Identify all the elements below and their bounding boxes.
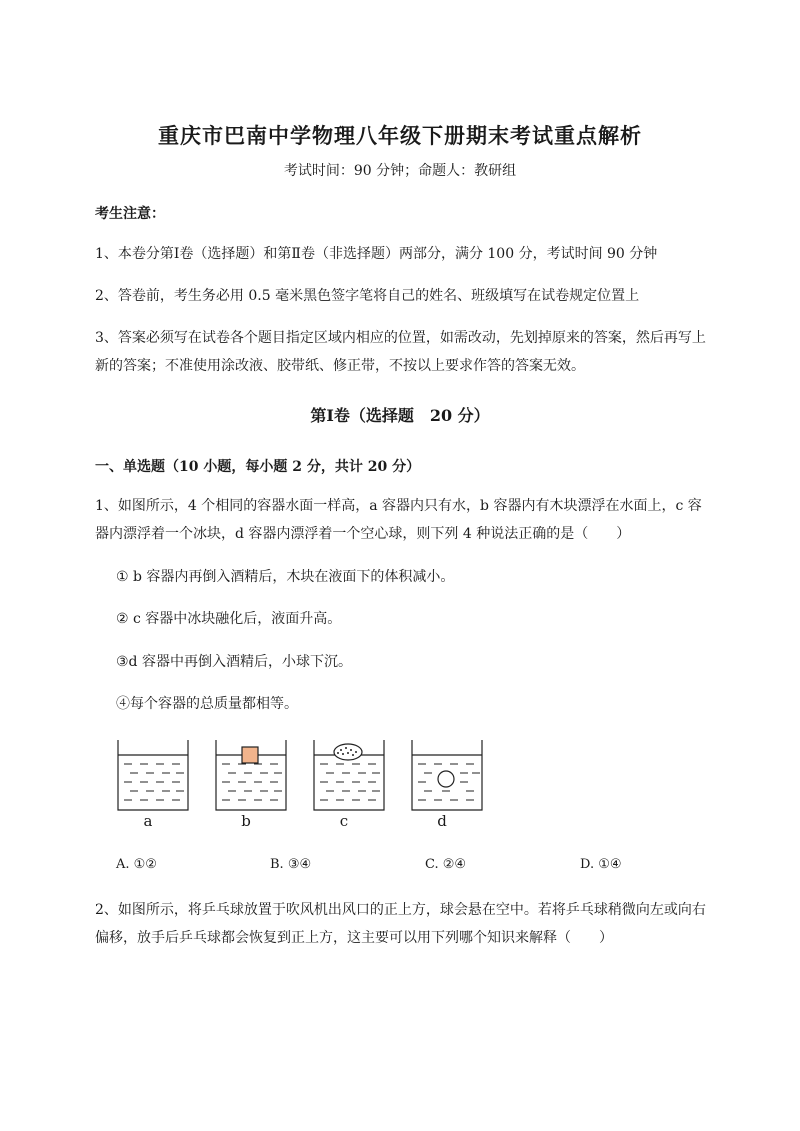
figure-label-d: d: [437, 812, 447, 830]
statement-3: ③d 容器中再倒入酒精后，小球下沉。: [116, 654, 352, 670]
ice-block: [334, 744, 362, 760]
choice-a[interactable]: A. ①②: [116, 857, 157, 872]
section-title: 第Ⅰ卷（选择题 20 分）: [310, 406, 490, 425]
question-1-stem: 1、如图所示，4 个相同的容器水面一样高，a 容器内只有水，b 容器内有木块漂浮在水面上，c 容器内漂浮着一个冰块，d 容器内漂浮着一个空心球，则下列 4 种说法正确的是（ ）: [95, 498, 702, 542]
choice-c[interactable]: C. ②④: [425, 857, 467, 872]
container-a: [118, 740, 188, 810]
choice-d[interactable]: D. ①④: [580, 857, 622, 872]
notice-heading: 考生注意：: [95, 206, 165, 222]
statement-1: ① b 容器内再倒入酒精后，木块在液面下的体积减小。: [116, 569, 455, 585]
statement-2: ② c 容器中冰块融化后，液面升高。: [116, 611, 342, 627]
wood-block: [242, 747, 258, 763]
choice-b[interactable]: B. ③④: [270, 857, 312, 872]
figure-label-b: b: [241, 812, 251, 830]
statement-4: ④每个容器的总质量都相等。: [116, 696, 298, 712]
figure-label-c: c: [339, 812, 349, 830]
page-title: 重庆市巴南中学物理八年级下册期末考试重点解析: [158, 123, 642, 148]
question-2-stem: 2、如图所示，将乒乓球放置于吹风机出风口的正上方，球会悬在空中。若将乒乓球稍微向左或向右偏移，放手后乒乓球都会恢复到正上方，这主要可以用下列哪个知识来解释（ ）: [95, 902, 706, 946]
notice-item-1: 1、本卷分第Ⅰ卷（选择题）和第Ⅱ卷（非选择题）两部分，满分 100 分，考试时间 90 分钟: [95, 246, 658, 262]
notice-item-3: 3、答案必须写在试卷各个题目指定区域内相应的位置，如需改动，先划掉原来的答案，然后再写上新的答案；不准使用涂改液、胶带纸、修正带，不按以上要求作答的答案无效。: [95, 330, 706, 374]
figure-label-a: a: [143, 812, 153, 830]
part-heading: 一、单选题（10 小题，每小题 2 分，共计 20 分）: [95, 459, 421, 475]
exam-info: 考试时间：90 分钟；命题人：教研组: [283, 163, 517, 179]
hollow-ball: [438, 771, 454, 787]
notice-item-2: 2、答卷前，考生务必用 0.5 毫米黑色签字笔将自己的姓名、班级填写在试卷规定位置上: [95, 288, 640, 304]
